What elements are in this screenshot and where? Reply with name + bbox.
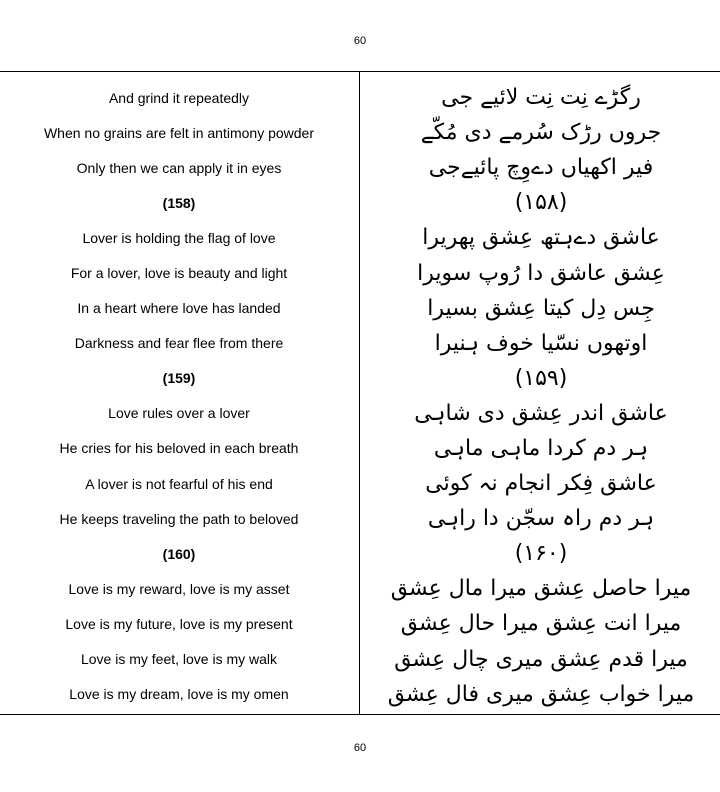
english-verse-number: (159)	[162, 370, 196, 387]
english-line: Only then we can apply it in eyes	[76, 159, 282, 176]
punjabi-line: جِس دِل کیتا عِشق بسیرا	[427, 295, 655, 321]
column-divider	[359, 72, 360, 714]
punjabi-line: رگڑے نِت نِت لائیے جی	[441, 85, 641, 111]
page-number-bottom: 60	[353, 742, 367, 754]
english-line: A lover is not fearful of his end	[85, 475, 273, 492]
punjabi-line: جروں رڑک سُرمے دی مُکّے	[420, 120, 662, 146]
english-line: Darkness and fear flee from there	[74, 335, 284, 352]
english-line: When no grains are felt in antimony powder	[43, 124, 315, 141]
top-rule	[0, 71, 720, 72]
english-line: Love is my dream, love is my omen	[69, 686, 289, 703]
english-line: He keeps traveling the path to beloved	[59, 510, 299, 527]
english-line: And grind it repeatedly	[108, 89, 250, 106]
english-line: Love is my future, love is my present	[65, 615, 293, 632]
english-line: In a heart where love has landed	[77, 300, 281, 317]
english-line: He cries for his beloved in each breath	[59, 440, 299, 457]
english-line: Love rules over a lover	[108, 405, 250, 422]
page-number-top: 60	[353, 35, 367, 47]
punjabi-line: عاشق اندر عِشق دی شاہی	[414, 400, 668, 426]
english-verse-number: (158)	[162, 194, 196, 211]
punjabi-verse-column	[362, 80, 720, 712]
punjabi-line: میرا حاصل عِشق میرا مال عِشق	[390, 576, 692, 602]
punjabi-line: عِشق عاشق دا رُوپ سویرا	[417, 260, 665, 286]
english-line: Love is my reward, love is my asset	[68, 580, 290, 597]
punjabi-line: میرا انت عِشق میرا حال عِشق	[400, 611, 682, 637]
punjabi-line: میرا خواب عِشق میری فال عِشق	[387, 681, 695, 707]
punjabi-verse-number: (۱۵۹)	[514, 365, 568, 391]
punjabi-verse-number: (۱۵۸)	[514, 190, 568, 216]
punjabi-verse-number: (۱۶۰)	[514, 541, 568, 567]
punjabi-line: میرا قدم عِشق میری چال عِشق	[394, 646, 688, 672]
punjabi-line: اوتھوں نسّیا خوف ہنیرا	[434, 330, 648, 356]
punjabi-line: عاشق فِکر انجام نہ کوئی	[425, 471, 657, 497]
punjabi-line: ہر دم راہ سجّن دا راہی	[427, 506, 655, 532]
english-line: Love is my feet, love is my walk	[80, 651, 278, 668]
punjabi-line: ہر دم کردا ماہی ماہی	[433, 435, 649, 461]
bottom-rule	[0, 714, 720, 715]
english-line: Lover is holding the flag of love	[82, 229, 276, 246]
english-verse-number: (160)	[162, 545, 196, 562]
english-line: For a lover, love is beauty and light	[70, 265, 288, 282]
english-translation-column	[0, 80, 358, 712]
punjabi-line: فیر اکھیاں دےوِچ پائیےجی	[428, 155, 654, 181]
punjabi-line: عاشق دےہتھ عِشق پھریرا	[422, 225, 660, 251]
